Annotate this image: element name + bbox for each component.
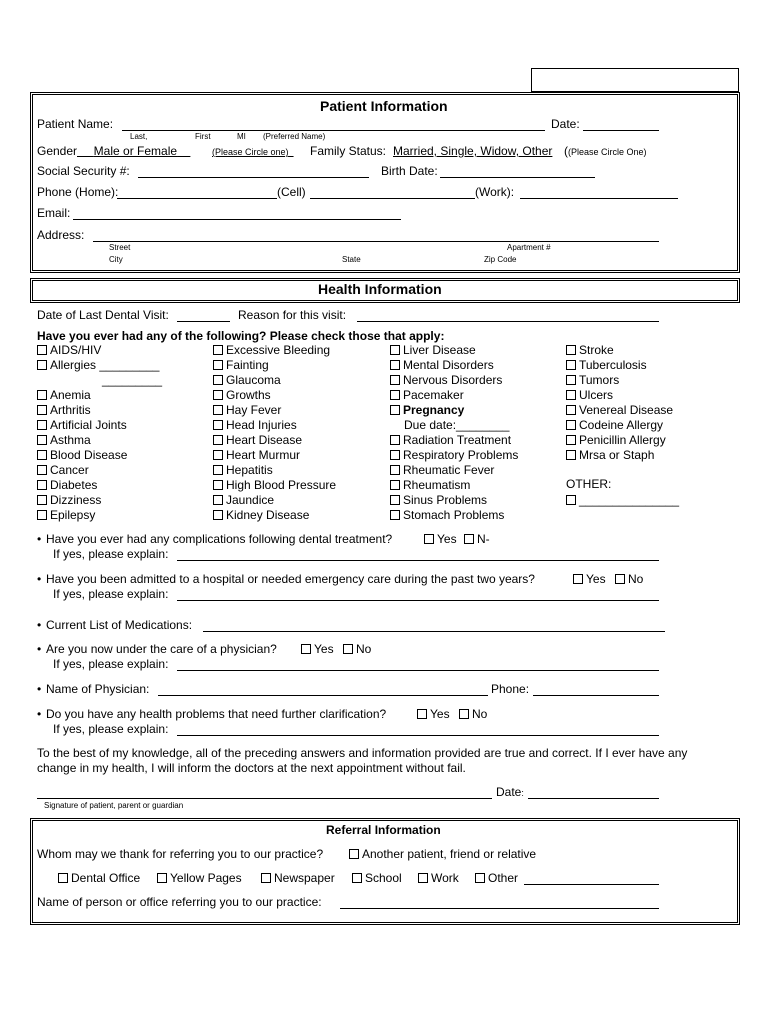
condition-tuberculosis[interactable] bbox=[566, 358, 673, 373]
physician-phone-field[interactable] bbox=[533, 695, 659, 696]
other-ref-label: Other bbox=[488, 871, 519, 885]
checkbox[interactable] bbox=[37, 435, 47, 445]
condition-label: Cancer bbox=[50, 463, 89, 477]
q1-yes[interactable] bbox=[424, 532, 457, 546]
condition-label: Asthma bbox=[50, 433, 91, 447]
condition-allergies[interactable] bbox=[37, 358, 159, 373]
referral-title: Referral Information bbox=[326, 823, 441, 837]
q2-no[interactable] bbox=[615, 572, 643, 586]
condition-pacemaker[interactable] bbox=[390, 388, 518, 403]
gender-circle-note bbox=[212, 147, 294, 157]
condition-radiation-treatment[interactable] bbox=[390, 433, 518, 448]
condition-label: Liver Disease bbox=[403, 343, 476, 357]
condition-hepatitis[interactable] bbox=[213, 463, 336, 478]
q6-yes-checkbox[interactable] bbox=[417, 709, 427, 719]
family-status-options[interactable]: Married, Single, Widow, Other bbox=[393, 144, 553, 158]
condition-asthma[interactable] bbox=[37, 433, 159, 448]
checkbox[interactable] bbox=[37, 465, 47, 475]
name-sub-last: Last, bbox=[130, 132, 148, 141]
ref-school[interactable] bbox=[352, 871, 402, 885]
q6-text: • Do you have any health problems that need further clarification? bbox=[37, 707, 387, 721]
q1-label: Have you ever had any complications following dental treatment? bbox=[46, 532, 393, 546]
q2-yes-checkbox[interactable] bbox=[573, 574, 583, 584]
condition-rheumatic-fever[interactable] bbox=[390, 463, 518, 478]
condition-fainting[interactable] bbox=[213, 358, 336, 373]
condition-label: Glaucoma bbox=[226, 373, 281, 387]
q3-text: • Current List of Medications: bbox=[37, 618, 193, 632]
work-label: (Work): bbox=[475, 185, 515, 199]
condition-high-blood-pressure[interactable] bbox=[213, 478, 336, 493]
condition-respiratory-problems[interactable] bbox=[390, 448, 518, 463]
q1-text: • Have you ever had any complications following dental treatment? bbox=[37, 532, 393, 546]
checkbox[interactable] bbox=[37, 345, 47, 355]
q2-no-label: No bbox=[628, 572, 644, 586]
q6-no-checkbox[interactable] bbox=[459, 709, 469, 719]
another-patient-label: Another patient, friend or relative bbox=[362, 847, 537, 861]
address-field[interactable] bbox=[93, 241, 659, 242]
q2-text: • Have you been admitted to a hospital or needed emergency care during the past two years? bbox=[37, 572, 535, 586]
condition-stomach-problems[interactable] bbox=[390, 508, 518, 523]
condition-label: Penicillin Allergy bbox=[579, 433, 666, 447]
school-checkbox[interactable] bbox=[352, 873, 362, 883]
referral-another-patient[interactable] bbox=[349, 847, 536, 861]
condition-label: Codeine Allergy bbox=[579, 418, 664, 432]
condition-codeine-allergy[interactable] bbox=[566, 418, 673, 433]
q4-yes[interactable] bbox=[301, 642, 334, 656]
condition-label: Respiratory Problems bbox=[403, 448, 519, 462]
conditions-col-2 bbox=[213, 343, 336, 523]
signature-date-field[interactable] bbox=[528, 798, 659, 799]
checkbox[interactable] bbox=[37, 510, 47, 520]
q2-no-checkbox[interactable] bbox=[615, 574, 625, 584]
checkbox[interactable] bbox=[37, 405, 47, 415]
signature-field[interactable] bbox=[37, 798, 492, 799]
condition-mrsa-or-staph[interactable] bbox=[566, 448, 673, 463]
condition-label: Excessive Bleeding bbox=[226, 343, 331, 357]
q6-explain-field[interactable] bbox=[177, 735, 659, 736]
last-visit-label: Date of Last Dental Visit: bbox=[37, 308, 169, 322]
condition-label: Fainting bbox=[226, 358, 269, 372]
condition-glaucoma[interactable] bbox=[213, 373, 336, 388]
q4-no-checkbox[interactable] bbox=[343, 644, 353, 654]
condition-label: Nervous Disorders bbox=[403, 373, 503, 387]
condition-sinus-problems[interactable] bbox=[390, 493, 518, 508]
condition-aids-hiv[interactable] bbox=[37, 343, 159, 358]
checkbox[interactable] bbox=[213, 480, 223, 490]
other-checkbox[interactable] bbox=[566, 495, 576, 505]
physician-phone-label: Phone: bbox=[491, 682, 530, 696]
checkbox[interactable] bbox=[390, 510, 400, 520]
condition-label: Epilepsy bbox=[50, 508, 96, 522]
q5-label: Name of Physician: bbox=[46, 682, 150, 696]
conditions-col-4 bbox=[566, 343, 673, 463]
phone-home-field[interactable] bbox=[117, 198, 277, 199]
condition-label: Growths bbox=[226, 388, 271, 402]
patient-name-label: Patient Name: bbox=[37, 117, 114, 131]
referral-whom-label: Whom may we thank for referring you to our practice? bbox=[37, 847, 324, 861]
ref-yellow-pages[interactable] bbox=[157, 871, 242, 885]
condition-liver-disease[interactable] bbox=[390, 343, 518, 358]
newspaper-label: Newspaper bbox=[274, 871, 335, 885]
statement-line-2: change in my health, I will inform the doctors at the next appointment without fail. bbox=[37, 761, 466, 775]
condition-label: Dizziness bbox=[50, 493, 102, 507]
checkbox[interactable] bbox=[213, 435, 223, 445]
last-visit-field[interactable] bbox=[177, 321, 230, 322]
q4-label: Are you now under the care of a physician? bbox=[46, 642, 277, 656]
checkbox[interactable] bbox=[566, 390, 576, 400]
circle-one-2-text: (Please Circle One) bbox=[568, 147, 647, 157]
condition-label: Head Injuries bbox=[226, 418, 297, 432]
q3-label: Current List of Medications: bbox=[46, 618, 193, 632]
patient-info-title: Patient Information bbox=[320, 98, 448, 114]
conditions-col-1 bbox=[37, 343, 159, 523]
checkbox[interactable] bbox=[37, 480, 47, 490]
checkbox[interactable] bbox=[213, 390, 223, 400]
phone-home-label: Phone (Home): bbox=[37, 185, 119, 199]
condition-hay-fever[interactable] bbox=[213, 403, 336, 418]
q6-label: Do you have any health problems that need further clarification? bbox=[46, 707, 387, 721]
condition-label: Pacemaker bbox=[403, 388, 464, 402]
checkbox[interactable] bbox=[390, 435, 400, 445]
family-status-label: Family Status: bbox=[310, 144, 387, 158]
date-label: Date: bbox=[551, 117, 580, 131]
checkbox[interactable] bbox=[213, 420, 223, 430]
condition-label: Hay Fever bbox=[226, 403, 282, 417]
condition-excessive-bleeding[interactable] bbox=[213, 343, 336, 358]
allergies-extra-line[interactable]: _________ bbox=[102, 373, 163, 387]
condition-penicillin-allergy[interactable] bbox=[566, 433, 673, 448]
checkbox[interactable] bbox=[390, 495, 400, 505]
condition-anemia[interactable] bbox=[37, 388, 159, 403]
apartment-label: Apartment # bbox=[507, 243, 551, 252]
condition-label: Heart Murmur bbox=[226, 448, 301, 462]
q4-yes-label: Yes bbox=[314, 642, 334, 656]
reason-label: Reason for this visit: bbox=[238, 308, 347, 322]
q2-label: Have you been admitted to a hospital or needed emergency care during the past two years? bbox=[46, 572, 535, 586]
q6-no-label: No bbox=[472, 707, 488, 721]
checkbox[interactable] bbox=[566, 360, 576, 370]
dental-office-checkbox[interactable] bbox=[58, 873, 68, 883]
cell-field[interactable] bbox=[310, 198, 475, 199]
ref-other-field[interactable] bbox=[524, 884, 659, 885]
referral-name-field[interactable] bbox=[340, 908, 659, 909]
checkbox[interactable] bbox=[213, 405, 223, 415]
condition-kidney-disease[interactable] bbox=[213, 508, 336, 523]
checkbox[interactable] bbox=[213, 465, 223, 475]
address-label: Address: bbox=[37, 228, 85, 242]
checkbox[interactable] bbox=[566, 405, 576, 415]
ref-dental-office[interactable] bbox=[58, 871, 140, 885]
condition-label: Rheumatism bbox=[403, 478, 471, 492]
condition-label: Heart Disease bbox=[226, 433, 303, 447]
q1-no[interactable] bbox=[464, 532, 490, 546]
signature-label: Signature of patient, parent or guardian bbox=[44, 801, 184, 810]
q1-no-label: N- bbox=[477, 532, 490, 546]
condition-label: Sinus Problems bbox=[403, 493, 488, 507]
ssn-label: Social Security #: bbox=[37, 164, 130, 178]
checkbox[interactable] bbox=[37, 495, 47, 505]
due-date-label[interactable]: Due date:________ bbox=[404, 418, 510, 432]
gender-label: Gender bbox=[37, 144, 78, 158]
condition-label: Mental Disorders bbox=[403, 358, 494, 372]
condition-tumors[interactable] bbox=[566, 373, 673, 388]
birth-date-field[interactable] bbox=[440, 177, 595, 178]
q2-yes-label: Yes bbox=[586, 572, 606, 586]
yellow-pages-label: Yellow Pages bbox=[170, 871, 242, 885]
q4-yes-checkbox[interactable] bbox=[301, 644, 311, 654]
statement-line-1: To the best of my knowledge, all of the preceding answers and information provided are true and correct. If I ever have any bbox=[37, 746, 688, 760]
condition-label: Anemia bbox=[50, 388, 91, 402]
email-label: Email: bbox=[37, 206, 71, 220]
condition-growths[interactable] bbox=[213, 388, 336, 403]
condition-label: Pregnancy bbox=[403, 403, 465, 417]
family-status-circle-note: ((Please Circle One) bbox=[564, 144, 647, 158]
conditions-col-3 bbox=[390, 343, 518, 523]
condition-label: Jaundice bbox=[226, 493, 275, 507]
q1-yes-label: Yes bbox=[437, 532, 457, 546]
checkbox[interactable] bbox=[213, 360, 223, 370]
physician-field[interactable] bbox=[158, 695, 488, 696]
checkbox[interactable] bbox=[566, 420, 576, 430]
date-field[interactable] bbox=[583, 130, 659, 131]
condition-heart-murmur[interactable] bbox=[213, 448, 336, 463]
condition-label: Rheumatic Fever bbox=[403, 463, 495, 477]
email-field[interactable] bbox=[73, 219, 401, 220]
checkbox[interactable] bbox=[390, 480, 400, 490]
ssn-field[interactable] bbox=[138, 177, 369, 178]
condition-jaundice[interactable] bbox=[213, 493, 336, 508]
city-label: City bbox=[109, 255, 123, 264]
checkbox[interactable] bbox=[390, 375, 400, 385]
checkbox[interactable] bbox=[390, 450, 400, 460]
other-field[interactable] bbox=[566, 493, 679, 507]
condition-label: Stomach Problems bbox=[403, 508, 505, 522]
condition-label: Artificial Joints bbox=[50, 418, 127, 432]
condition-diabetes[interactable] bbox=[37, 478, 159, 493]
checkbox[interactable] bbox=[390, 360, 400, 370]
condition-label: Venereal Disease bbox=[579, 403, 674, 417]
condition-label: Tuberculosis bbox=[579, 358, 647, 372]
condition-epilepsy[interactable] bbox=[37, 508, 159, 523]
q1-no-checkbox[interactable] bbox=[464, 534, 474, 544]
checkbox[interactable] bbox=[566, 345, 576, 355]
gender-options[interactable] bbox=[77, 144, 190, 158]
q1-explain-field[interactable] bbox=[177, 560, 659, 561]
condition-heart-disease[interactable] bbox=[213, 433, 336, 448]
condition-label: Hepatitis bbox=[226, 463, 273, 477]
checkbox[interactable] bbox=[37, 450, 47, 460]
checkbox[interactable] bbox=[390, 405, 400, 415]
condition-mental-disorders[interactable] bbox=[390, 358, 518, 373]
health-info-title: Health Information bbox=[318, 281, 442, 297]
gender-options-text: Male or Female bbox=[93, 144, 178, 158]
other-label: OTHER: bbox=[566, 477, 612, 491]
name-sub-preferred: (Preferred Name) bbox=[263, 132, 326, 141]
q2-explain-field[interactable] bbox=[177, 600, 659, 601]
condition-pregnancy[interactable] bbox=[390, 403, 518, 418]
q2-explain-label: If yes, please explain: bbox=[53, 587, 169, 601]
condition-head-injuries[interactable] bbox=[213, 418, 336, 433]
zip-label: Zip Code bbox=[484, 255, 517, 264]
q4-no-label: No bbox=[356, 642, 372, 656]
condition-cancer[interactable] bbox=[37, 463, 159, 478]
q4-text: • Are you now under the care of a physician? bbox=[37, 642, 277, 656]
q4-no[interactable] bbox=[343, 642, 371, 656]
checkbox[interactable] bbox=[213, 345, 223, 355]
q5-text: • Name of Physician: bbox=[37, 682, 150, 696]
condition-rheumatism[interactable] bbox=[390, 478, 518, 493]
q2-yes[interactable] bbox=[573, 572, 606, 586]
other-ref-checkbox[interactable] bbox=[475, 873, 485, 883]
street-label: Street bbox=[109, 243, 131, 252]
referral-name-label: Name of person or office referring you to our practice: bbox=[37, 895, 322, 909]
ref-work[interactable] bbox=[418, 871, 459, 885]
condition-label: Arthritis bbox=[50, 403, 91, 417]
condition-label: Diabetes bbox=[50, 478, 98, 492]
condition-venereal-disease[interactable] bbox=[566, 403, 673, 418]
condition-label: Mrsa or Staph bbox=[579, 448, 655, 462]
patient-info-box bbox=[30, 92, 740, 273]
dental-office-label: Dental Office bbox=[71, 871, 141, 885]
q3-field[interactable] bbox=[203, 631, 665, 632]
q6-no[interactable] bbox=[459, 707, 487, 721]
birth-date-label: Birth Date: bbox=[381, 164, 438, 178]
q6-yes[interactable] bbox=[417, 707, 450, 721]
condition-label: Allergies _________ bbox=[50, 358, 160, 372]
condition-label: AIDS/HIV bbox=[50, 343, 102, 357]
checkbox[interactable] bbox=[566, 375, 576, 385]
patient-name-field[interactable] bbox=[122, 130, 545, 131]
condition-label: Ulcers bbox=[579, 388, 614, 402]
condition-blood-disease[interactable] bbox=[37, 448, 159, 463]
checkbox[interactable] bbox=[213, 510, 223, 520]
condition-label: High Blood Pressure bbox=[226, 478, 337, 492]
state-label: State bbox=[342, 255, 361, 264]
yellow-pages-checkbox[interactable] bbox=[157, 873, 167, 883]
school-label: School bbox=[365, 871, 402, 885]
signature-date-text: Date bbox=[496, 785, 522, 799]
checkbox[interactable] bbox=[213, 375, 223, 385]
work-checkbox[interactable] bbox=[418, 873, 428, 883]
circle-one-text: (Please Circle one) bbox=[212, 147, 289, 157]
condition-ulcers[interactable] bbox=[566, 388, 673, 403]
newspaper-checkbox[interactable] bbox=[261, 873, 271, 883]
condition-nervous-disorders[interactable] bbox=[390, 373, 518, 388]
condition-label: Tumors bbox=[579, 373, 620, 387]
signature-date-label: Date: bbox=[496, 785, 524, 799]
work-label: Work bbox=[431, 871, 459, 885]
name-sub-mi: MI bbox=[237, 132, 246, 141]
condition-artificial-joints[interactable] bbox=[37, 418, 159, 433]
checkbox[interactable] bbox=[213, 450, 223, 460]
condition-label: Radiation Treatment bbox=[403, 433, 512, 447]
condition-arthritis[interactable] bbox=[37, 403, 159, 418]
checkbox[interactable] bbox=[390, 465, 400, 475]
checkbox[interactable] bbox=[390, 390, 400, 400]
condition-dizziness[interactable] bbox=[37, 493, 159, 508]
office-use-box bbox=[531, 68, 739, 92]
checkbox[interactable] bbox=[37, 360, 47, 370]
condition-label: Blood Disease bbox=[50, 448, 128, 462]
checkbox[interactable] bbox=[390, 345, 400, 355]
another-patient-checkbox[interactable] bbox=[349, 849, 359, 859]
q6-yes-label: Yes bbox=[430, 707, 450, 721]
q4-explain-label: If yes, please explain: bbox=[53, 657, 169, 671]
other-blank: _______________ bbox=[579, 493, 680, 507]
q1-explain-label: If yes, please explain: bbox=[53, 547, 169, 561]
checkbox[interactable] bbox=[566, 450, 576, 460]
condition-stroke[interactable] bbox=[566, 343, 673, 358]
reason-field[interactable] bbox=[357, 321, 659, 322]
q1-yes-checkbox[interactable] bbox=[424, 534, 434, 544]
condition-label: Stroke bbox=[579, 343, 614, 357]
conditions-prompt: Have you ever had any of the following? Please check those that apply: bbox=[37, 329, 445, 343]
name-sub-first: First bbox=[195, 132, 211, 141]
checkbox[interactable] bbox=[37, 420, 47, 430]
cell-label: (Cell) bbox=[277, 185, 306, 199]
ref-newspaper[interactable] bbox=[261, 871, 335, 885]
condition-label: Kidney Disease bbox=[226, 508, 310, 522]
q6-explain-label: If yes, please explain: bbox=[53, 722, 169, 736]
checkbox[interactable] bbox=[37, 390, 47, 400]
checkbox[interactable] bbox=[566, 435, 576, 445]
ref-other[interactable] bbox=[475, 871, 518, 885]
q4-explain-field[interactable] bbox=[177, 670, 659, 671]
work-field[interactable] bbox=[520, 198, 678, 199]
checkbox[interactable] bbox=[213, 495, 223, 505]
